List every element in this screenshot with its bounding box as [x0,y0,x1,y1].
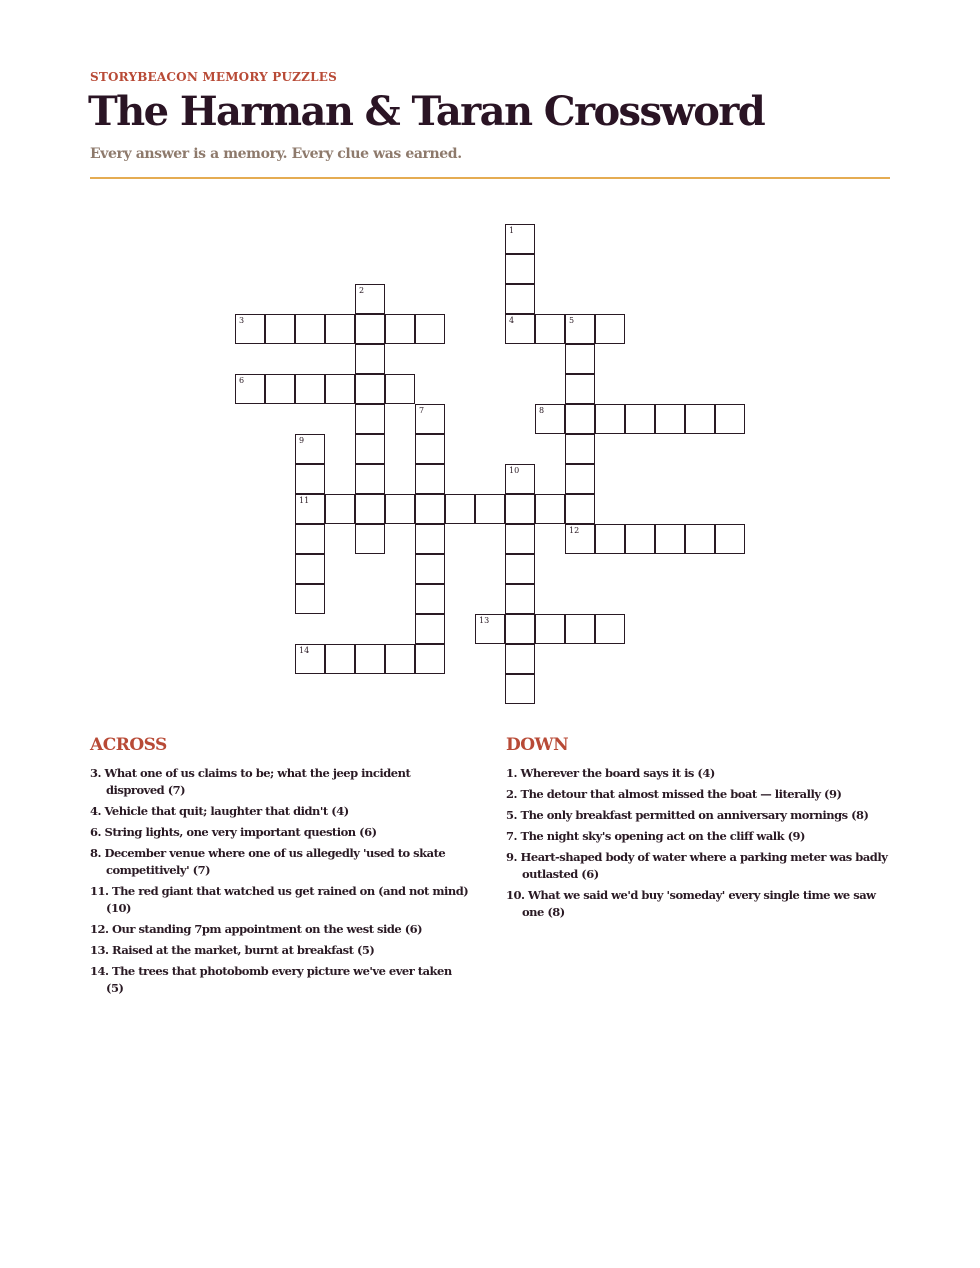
grid-cell[interactable] [565,344,595,374]
grid-cell[interactable] [565,494,595,524]
clue-down-10: 10. What we said we'd buy 'someday' every single time we saw one (8) [506,888,876,919]
grid-cell[interactable] [475,614,505,644]
grid-cell[interactable] [385,374,415,404]
grid-cell[interactable] [505,224,535,254]
clue-number: 8 [539,406,545,415]
grid-cell[interactable] [505,524,535,554]
grid-cell[interactable] [355,344,385,374]
grid-cell[interactable] [505,584,535,614]
clue-number: 13 [479,616,490,625]
grid-cell[interactable] [685,404,715,434]
grid-cell[interactable] [385,494,415,524]
grid-cell[interactable] [265,314,295,344]
grid-cell[interactable] [595,404,625,434]
grid-cell[interactable] [355,524,385,554]
grid-cell[interactable] [625,524,655,554]
grid-cell[interactable] [415,584,445,614]
down-heading: DOWN [506,735,569,755]
clue-number: 2 [359,286,365,295]
grid-cell[interactable] [715,524,745,554]
clue-across-3: 3. What one of us claims to be; what the jeep incident disproved (7) [90,766,411,797]
grid-cell[interactable] [565,404,595,434]
clue-across-14: 14. The trees that photobomb every picture we've ever taken (5) [90,964,452,995]
grid-cell[interactable] [355,494,385,524]
grid-cell[interactable] [565,524,595,554]
grid-cell[interactable] [295,494,325,524]
grid-cell[interactable] [595,314,625,344]
grid-cell[interactable] [355,464,385,494]
clue-number: 10 [509,466,520,475]
grid-cell[interactable] [295,434,325,464]
grid-cell[interactable] [295,374,325,404]
grid-cell[interactable] [385,644,415,674]
clue-number: 7 [419,406,425,415]
clue-number: 1 [509,226,515,235]
grid-cell[interactable] [535,494,565,524]
clue-across-12: 12. Our standing 7pm appointment on the west side (6) [90,922,423,936]
across-clues [90,735,470,1001]
grid-cell[interactable] [355,374,385,404]
grid-cell[interactable] [595,524,625,554]
grid-cell[interactable] [445,494,475,524]
clue-across-13: 13. Raised at the market, burnt at breakfast (5) [90,943,375,957]
grid-cell[interactable] [415,494,445,524]
grid-cell[interactable] [355,284,385,314]
grid-cell[interactable] [295,314,325,344]
grid-cell[interactable] [565,314,595,344]
clue-across-4: 4. Vehicle that quit; laughter that didn't (4) [90,804,349,818]
brand-label: STORYBEACON MEMORY PUZZLES [90,70,337,84]
grid-cell[interactable] [355,404,385,434]
grid-cell[interactable] [475,494,505,524]
grid-cell[interactable] [505,554,535,584]
grid-cell[interactable] [325,494,355,524]
clue-number: 4 [509,316,515,325]
grid-cell[interactable] [595,614,625,644]
grid-cell[interactable] [415,614,445,644]
grid-cell[interactable] [415,464,445,494]
grid-cell[interactable] [415,644,445,674]
clue-number: 6 [239,376,245,385]
grid-cell[interactable] [235,314,265,344]
grid-cell[interactable] [325,644,355,674]
grid-cell[interactable] [415,524,445,554]
grid-cell[interactable] [295,524,325,554]
grid-cell[interactable] [355,434,385,464]
grid-cell[interactable] [505,614,535,644]
grid-cell[interactable] [325,314,355,344]
across-heading: ACROSS [90,735,167,755]
grid-cell[interactable] [325,374,355,404]
grid-cell[interactable] [415,434,445,464]
grid-cell[interactable] [565,434,595,464]
grid-cell[interactable] [415,404,445,434]
grid-cell[interactable] [715,404,745,434]
grid-cell[interactable] [355,644,385,674]
grid-cell[interactable] [535,314,565,344]
clue-across-11: 11. The red giant that watched us get rained on (and not mind) (10) [90,884,469,915]
grid-cell[interactable] [565,464,595,494]
grid-cell[interactable] [685,524,715,554]
grid-cell[interactable] [295,644,325,674]
grid-cell[interactable] [295,554,325,584]
grid-cell[interactable] [505,314,535,344]
down-clues [506,735,896,925]
clue-across-6: 6. String lights, one very important question (6) [90,825,377,839]
grid-cell[interactable] [535,404,565,434]
clue-down-9: 9. Heart-shaped body of water where a parking meter was badly outlasted (6) [506,850,888,881]
grid-cell[interactable] [295,584,325,614]
grid-cell[interactable] [625,404,655,434]
clue-down-5: 5. The only breakfast permitted on anniversary mornings (8) [506,808,869,822]
grid-cell[interactable] [355,314,385,344]
grid-cell[interactable] [505,284,535,314]
grid-cell[interactable] [265,374,295,404]
clue-number: 3 [239,316,245,325]
clue-number: 5 [569,316,575,325]
clue-down-1: 1. Wherever the board says it is (4) [506,766,715,780]
clue-number: 14 [299,646,310,655]
grid-cell[interactable] [505,674,535,704]
clue-down-2: 2. The detour that almost missed the boat — literally (9) [506,787,842,801]
page-subtitle: Every answer is a memory. Every clue was earned. [90,146,462,162]
grid-cell[interactable] [415,314,445,344]
clue-number: 11 [299,496,310,505]
clue-across-8: 8. December venue where one of us allegedly 'used to skate competitively' (7) [90,846,446,877]
clue-number: 12 [569,526,580,535]
clue-down-7: 7. The night sky's opening act on the cliff walk (9) [506,829,805,843]
grid-cell[interactable] [655,524,685,554]
grid-cell[interactable] [505,494,535,524]
grid-cell[interactable] [505,254,535,284]
grid-cell[interactable] [235,374,265,404]
header-divider [90,177,890,179]
grid-cell[interactable] [385,314,415,344]
grid-cell[interactable] [565,374,595,404]
grid-cell[interactable] [505,644,535,674]
grid-cell[interactable] [535,614,565,644]
grid-cell[interactable] [295,464,325,494]
clue-number: 9 [299,436,305,445]
page-title: The Harman & Taran Crossword [88,88,765,135]
grid-cell[interactable] [505,464,535,494]
grid-cell[interactable] [415,554,445,584]
grid-cell[interactable] [565,614,595,644]
grid-cell[interactable] [655,404,685,434]
